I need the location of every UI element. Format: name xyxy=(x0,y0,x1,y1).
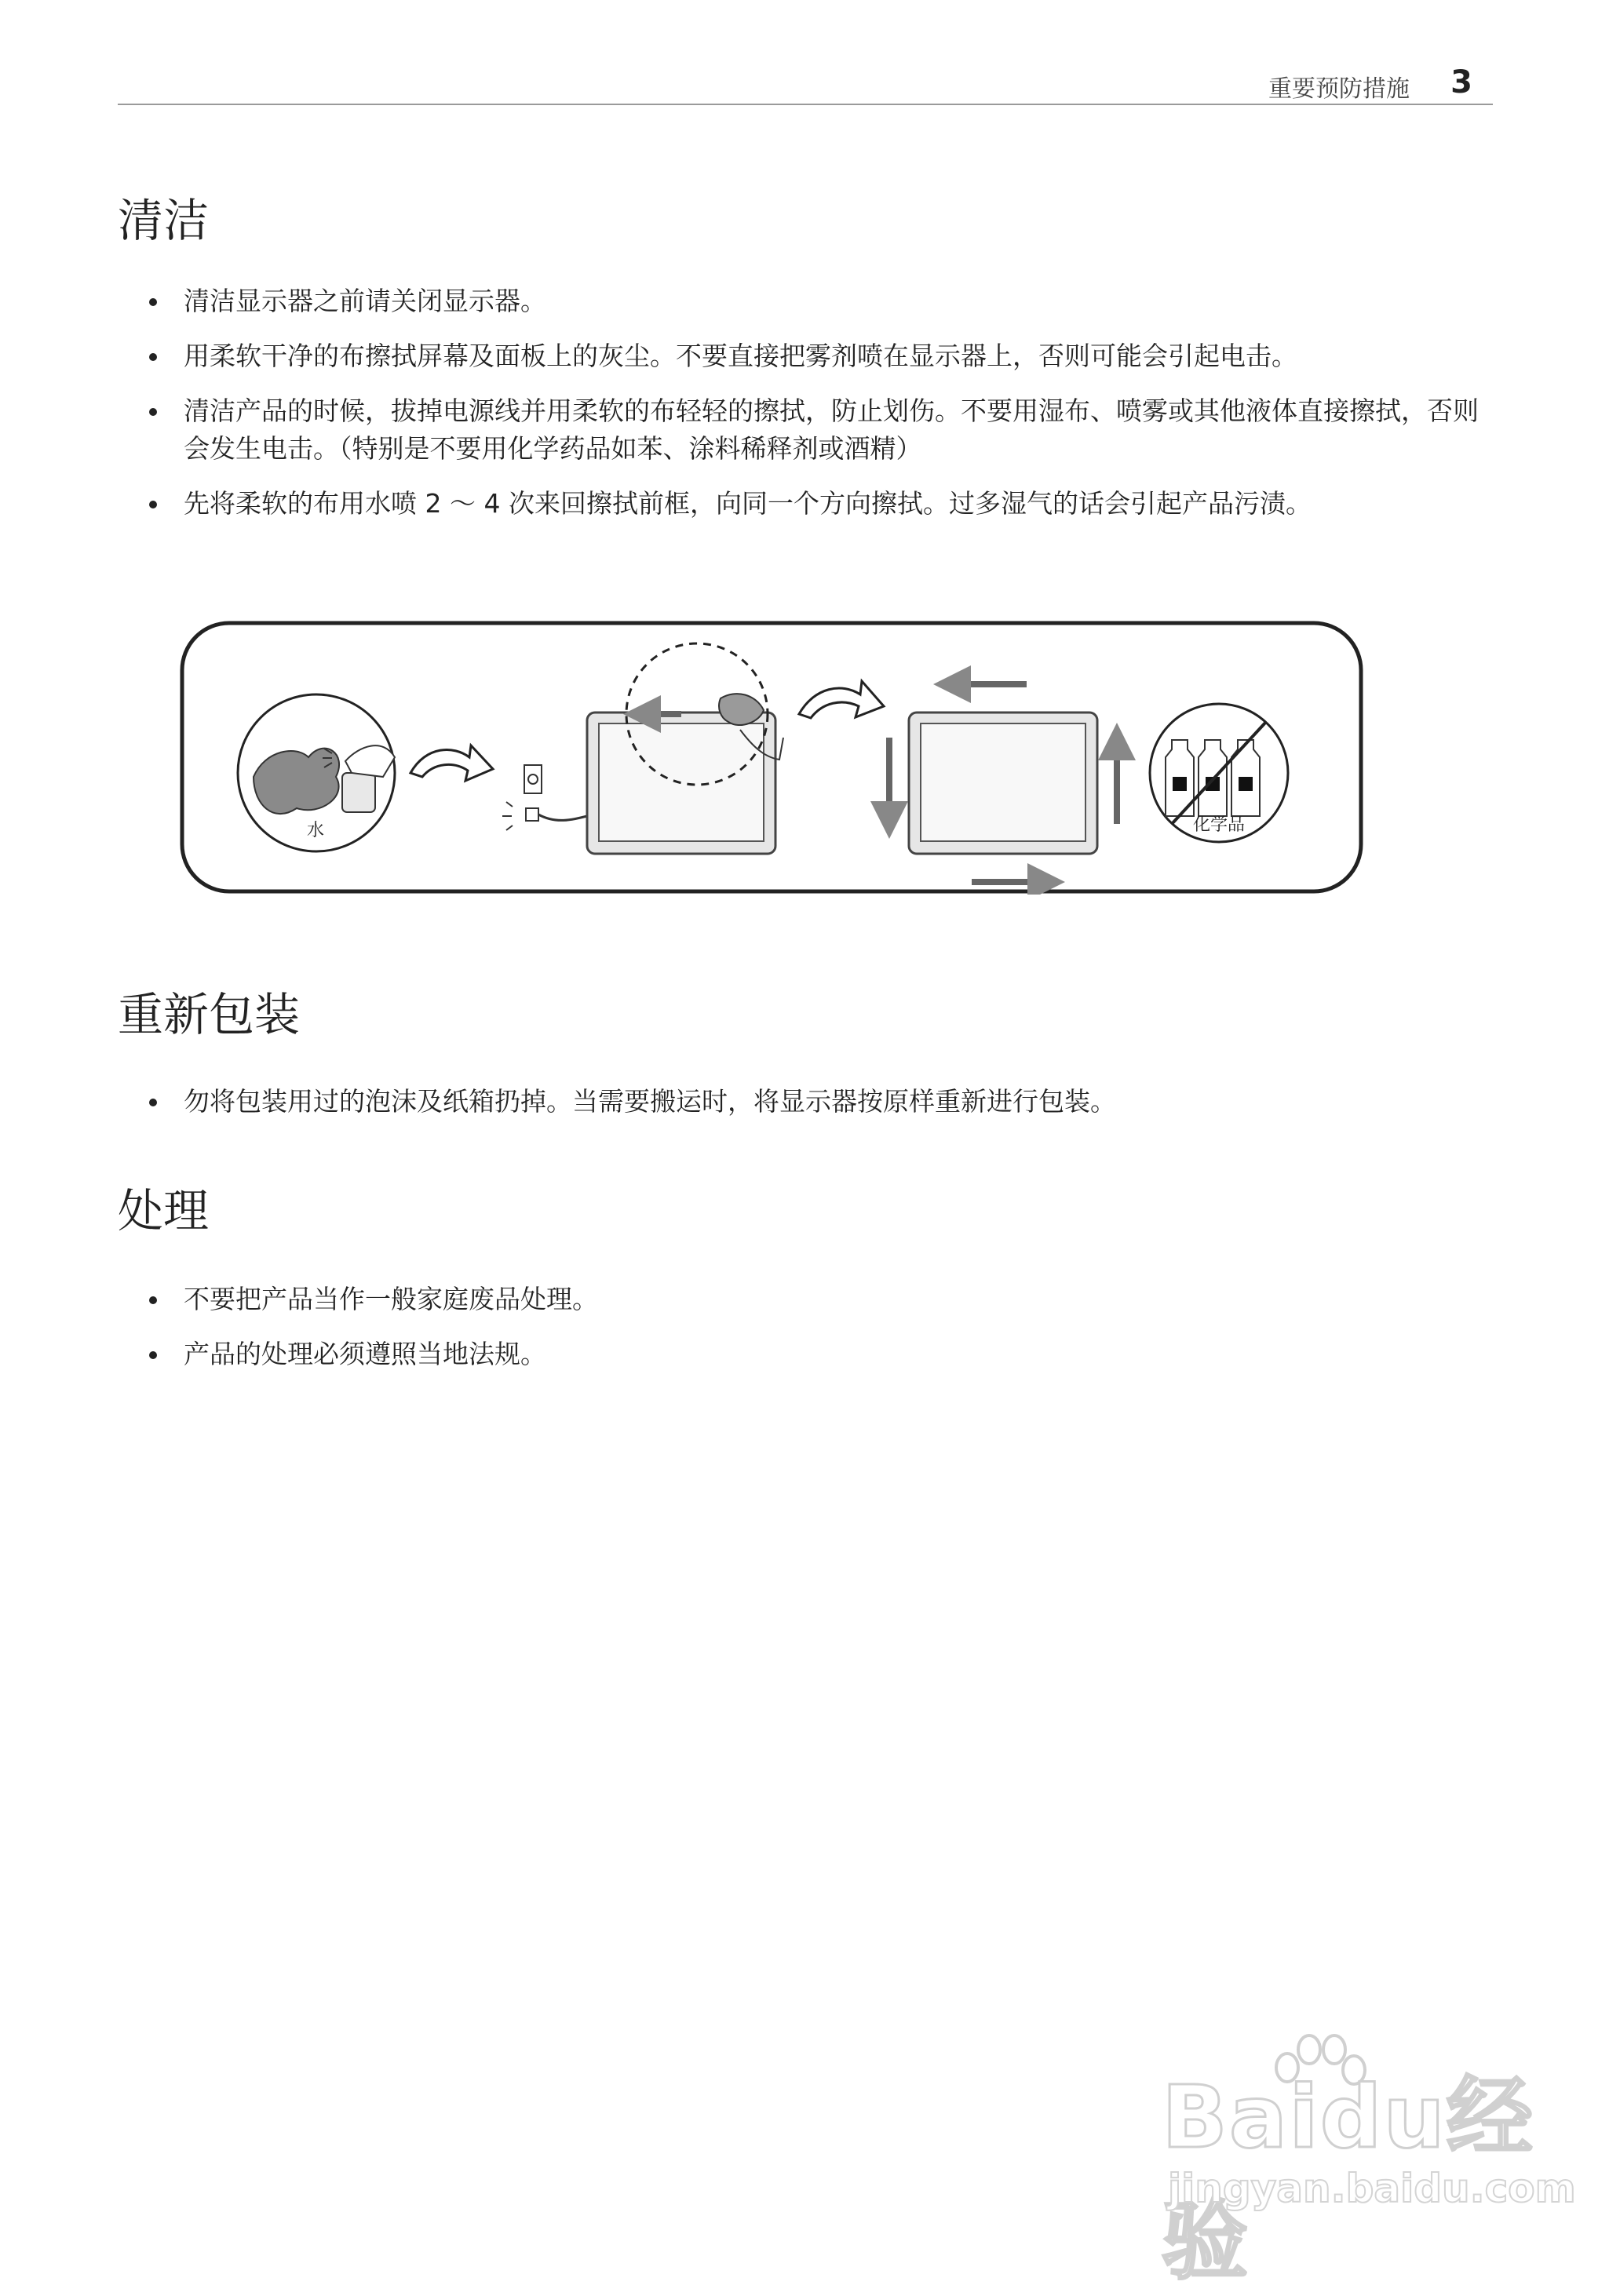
cleaning-list xyxy=(149,282,1499,540)
disposal-list xyxy=(149,1281,1499,1390)
watermark-domain: jingyan.baidu.com xyxy=(1168,2166,1576,2211)
list-item xyxy=(149,1083,1499,1121)
repackaging-list xyxy=(149,1083,1499,1138)
section-title-disposal: 处理 xyxy=(118,1184,210,1237)
list-item xyxy=(149,392,1499,468)
watermark-brand: Baidu经验 xyxy=(1162,2067,1534,2291)
list-item xyxy=(149,1336,1499,1373)
cleaning-illustration xyxy=(179,620,1364,895)
list-item xyxy=(149,282,1499,320)
list-item-text: 清洁产品的时候，拔掉电源线并用柔软的布轻轻的擦拭，防止划伤。不要用湿布、喷雾或其他液体直接擦拭，否则会发生电击。（特别是不要用化学药品如苯、涂料稀释剂或酒精） xyxy=(184,395,1479,464)
header-rule xyxy=(118,104,1493,105)
list-item-text: 清洁显示器之前请关闭显示器。 xyxy=(184,286,546,316)
bullet-dot xyxy=(149,1099,157,1106)
bullet-dot xyxy=(149,408,157,416)
list-item-text: 勿将包装用过的泡沫及纸箱扔掉。当需要搬运时，将显示器按原样重新进行包装。 xyxy=(184,1086,1116,1117)
list-item xyxy=(149,1281,1499,1318)
monitor-directions xyxy=(889,684,1117,882)
list-item-text: 产品的处理必须遵照当地法规。 xyxy=(184,1339,546,1369)
bullet-dot xyxy=(149,501,157,508)
list-item xyxy=(149,337,1499,375)
baidu-watermark xyxy=(1146,2032,1576,2291)
chemicals-label: 化学品 xyxy=(1193,815,1246,835)
no-chemicals-icon xyxy=(1150,704,1288,842)
list-item xyxy=(149,485,1499,523)
running-title: 重要预防措施 xyxy=(1268,75,1410,103)
bullet-dot xyxy=(149,1351,157,1359)
bullet-dot xyxy=(149,298,157,306)
bullet-dot xyxy=(149,1296,157,1304)
page-number: 3 xyxy=(1450,64,1472,100)
list-item-text: 不要把产品当作一般家庭废品处理。 xyxy=(184,1284,598,1314)
section-title-cleaning: 清洁 xyxy=(118,194,210,247)
water-label: 水 xyxy=(307,821,325,840)
spray-cloth-step xyxy=(238,694,395,851)
bullet-dot xyxy=(149,353,157,361)
section-title-repackaging: 重新包装 xyxy=(118,988,301,1041)
list-item-text: 先将柔软的布用水喷 2 ～ 4 次来回擦拭前框，向同一个方向擦拭。过多湿气的话会引起产品污渍。 xyxy=(184,488,1312,519)
list-item-text: 用柔软干净的布擦拭屏幕及面板上的灰尘。不要直接把雾剂喷在显示器上，否则可能会引起电击。 xyxy=(184,341,1297,371)
